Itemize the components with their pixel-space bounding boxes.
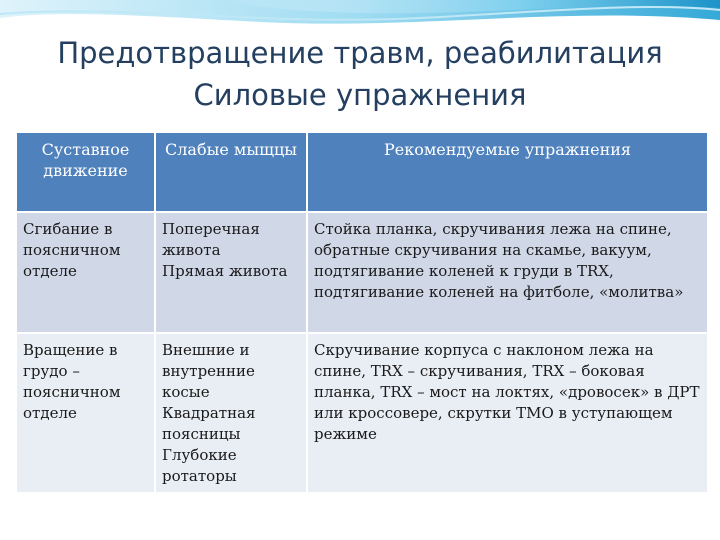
cell-muscles <box>155 212 307 333</box>
table-row <box>16 333 708 493</box>
header-joint-movement: Суставное движение <box>16 132 155 212</box>
muscle-item: Глубокие ротаторы <box>162 446 237 485</box>
header-recommended-exercises: Рекомендуемые упражнения <box>307 132 708 212</box>
table-row <box>16 212 708 333</box>
exercise-table <box>15 131 709 494</box>
cell-exercises: Скручивание корпуса с наклоном лежа на спине, TRX – скручивания, TRX – боковая планка, TRX – мост на локтях, «дровосек» в ДРТ или кроссовере, скрутки ТМО в уступающем режиме <box>307 333 708 493</box>
cell-muscles <box>155 333 307 493</box>
title-line-2: Силовые упражнения <box>193 78 527 112</box>
slide-title <box>0 32 720 116</box>
muscle-item: Квадратная поясницы <box>162 404 256 443</box>
muscle-item: Внешние и внутренние косые <box>162 341 255 401</box>
muscle-item: Поперечная живота <box>162 220 260 259</box>
cell-exercises: Стойка планка, скручивания лежа на спине, обратные скручивания на скамье, вакуум, подтягивание коленей к груди в TRX, подтягивание коленей на фитболе, «молитва» <box>307 212 708 333</box>
muscle-item: Прямая живота <box>162 262 288 280</box>
title-line-1: Предотвращение травм, реабилитация <box>57 36 663 70</box>
cell-movement: Вращение в грудо – поясничном отделе <box>16 333 155 493</box>
table-header-row <box>16 132 708 212</box>
header-weak-muscles: Слабые мыщцы <box>155 132 307 212</box>
cell-movement: Сгибание в поясничном отделе <box>16 212 155 333</box>
